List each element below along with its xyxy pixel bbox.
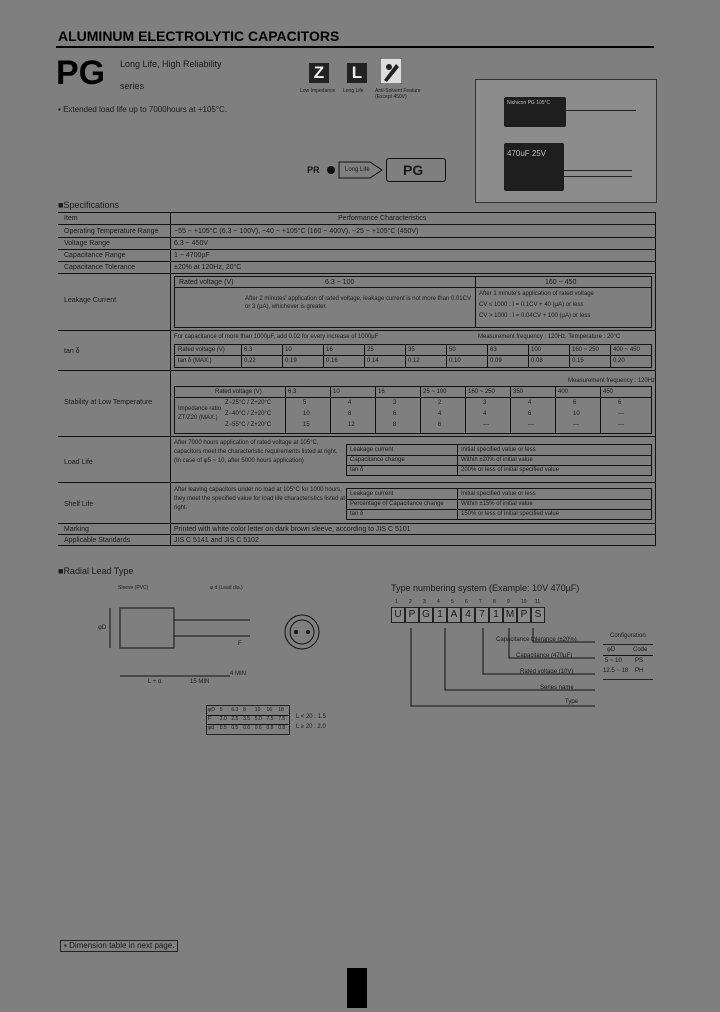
stability-value: 4: [348, 400, 352, 406]
tan-meas-note: Measurement frequency : 120Hz, Temperature : 20°C: [478, 334, 621, 340]
radial-cell: 6.3: [231, 707, 239, 713]
radial-cell: 10: [254, 707, 261, 713]
radial-cell: 0.5: [231, 725, 239, 731]
config-table: [603, 644, 653, 680]
stability-row-label: Z−25°C / Z+20°C: [225, 400, 272, 406]
spec-header-rule: [58, 224, 656, 225]
shelf_life-label: tan δ: [350, 511, 364, 517]
feature-bullet-text: Extended load life up to 7000hours at +105°C.: [63, 105, 228, 114]
badge-caption-low-impedance: Low Impedance: [300, 88, 336, 94]
tan-voltage: 35: [408, 347, 415, 353]
stability-value: 4: [528, 400, 532, 406]
tan-voltage-label: Rated voltage (V): [178, 347, 225, 353]
tn-char: A: [447, 607, 461, 623]
load_life-value: 200% or less of initial specified value: [461, 467, 560, 473]
spec-row-rule: [58, 523, 656, 524]
dim-4min: 4 MIN: [230, 671, 247, 677]
config-row-2-code: PH: [635, 668, 644, 674]
shelf_life-value: Initial specified value or less: [461, 491, 536, 497]
spec-row-rule: [58, 273, 656, 274]
heading-square-icon: ■: [58, 200, 64, 210]
anti-solvent-badge-icon: [380, 58, 402, 84]
radial-dimension-table: [206, 705, 290, 735]
shelf-life-subtable: [346, 488, 652, 520]
stability-subtable: [174, 386, 652, 434]
tn-char: U: [391, 607, 405, 623]
page-title: ALUMINUM ELECTROLYTIC CAPACITORS: [58, 28, 340, 44]
large-cap-lead-1: [564, 170, 632, 171]
tan-value: 0.16: [326, 358, 338, 364]
specifications-table: [58, 212, 656, 546]
tan-subtable: [174, 344, 652, 368]
tan-value: 0.14: [367, 358, 379, 364]
dim-phid: φD: [98, 625, 107, 631]
note-bullet-icon: ▪: [64, 941, 70, 950]
config-row-1-d: 5 ~ 10: [605, 658, 622, 664]
sleeve-label: Sleeve (PVC): [118, 585, 149, 591]
spec-row-rule: [58, 249, 656, 250]
radial-cell: 7.5: [278, 716, 286, 722]
spec-item-leakage: Leakage Current: [64, 297, 117, 304]
series-word: series: [120, 81, 145, 91]
spec-row-rule: [58, 261, 656, 262]
dimension-note-text: Dimension table in next page.: [69, 941, 175, 950]
stability-voltage: 450: [603, 389, 614, 395]
derivation-label: Long Life: [345, 167, 370, 173]
derivation-target-box: [386, 158, 446, 182]
radial-cell: 18: [278, 707, 284, 713]
spec-row-rule: [58, 330, 656, 331]
config-head-rule: [603, 655, 653, 656]
tn-position: 1: [395, 599, 398, 605]
spec-row-rule: [58, 436, 656, 437]
tn-position: 3: [423, 599, 426, 605]
tan-value: 0.12: [408, 358, 420, 364]
stability-row-label: Z−40°C / Z+20°C: [225, 411, 272, 417]
cell-divider: [446, 345, 447, 367]
lower-marking: 470uF 25V: [507, 149, 547, 158]
leakage-high-text-3: CV > 1000 : I = 0.04CV + 100 (µA) or less: [479, 313, 591, 319]
spec-value-cap-range: 1 ~ 4700µF: [174, 252, 210, 259]
radial-cell: F: [208, 716, 212, 722]
stability-value: 10: [303, 411, 310, 417]
cell-divider: [610, 345, 611, 367]
cell-divider: [420, 387, 421, 433]
stability-voltage: 16: [378, 389, 385, 395]
cell-divider: [457, 489, 458, 519]
leakage-voltage-label: Rated voltage (V): [179, 279, 234, 286]
cell-divider: [528, 345, 529, 367]
badge-caption-long-life: Long Life: [343, 88, 364, 94]
load-life-text: After 7000 hours application of rated voltage at 105°C, capacitors meet the characteristic requirements listed at right. (In case of φ5 ~ 10, after 5000 hours application): [174, 440, 338, 464]
tn-char: G: [419, 607, 433, 623]
type-number-positions: [391, 598, 551, 628]
radial-cell: 0.8: [266, 725, 274, 731]
spec-item-standards: Applicable Standards: [64, 537, 131, 544]
radial-drawing: [90, 580, 310, 700]
derivation-target: PG: [403, 162, 424, 178]
spec-header-perf: Performance Characteristics: [338, 215, 427, 222]
tn-position: 2: [409, 599, 412, 605]
load_life-label: Leakage current: [350, 447, 394, 453]
stability-value: 10: [573, 411, 580, 417]
shelf_life-value: 150% or less of initial specified value: [461, 511, 560, 517]
leakage-mid-divider: [475, 277, 476, 327]
spec-value-standards: JIS C 5141 and JIS C 5102: [174, 537, 259, 544]
bullet-icon: ▪: [58, 105, 64, 114]
alpha-row-2: L ≥ 20 : 2.0: [296, 724, 326, 730]
spec-item-load-life: Load Life: [64, 459, 93, 466]
dim-f: F: [238, 641, 242, 647]
lead-end-view-icon: [282, 612, 322, 652]
tn-position: 10: [521, 599, 527, 605]
shelf_life-label: Leakage current: [350, 491, 394, 497]
tn-char: 1: [489, 607, 503, 623]
leakage-header-rule: [175, 287, 651, 288]
tan-voltage: 100: [531, 347, 542, 353]
stability-value: —: [483, 422, 489, 428]
tn-label-voltage: Rated voltage (10V): [520, 669, 574, 675]
tn-char: M: [503, 607, 517, 623]
stability-side-label-2: ZT/Z20 (MAX.): [178, 415, 218, 421]
spec-item-shelf-life: Shelf Life: [64, 501, 94, 508]
tn-label-tolerance: Capacitance tolerance (±20%): [496, 637, 577, 643]
radial-cell: 16: [266, 707, 273, 713]
tn-position: 9: [507, 599, 510, 605]
config-row-1-code: PS: [635, 658, 644, 664]
dim-15min: 15 MIN: [190, 679, 210, 685]
stability-value: —: [573, 422, 579, 428]
stability-side-label-1: Impedance ratio: [178, 406, 222, 412]
config-row-2-d: 12.5 ~ 18: [603, 668, 629, 674]
stability-meas-note: Measurement frequency : 120Hz: [568, 378, 656, 384]
tn-position: 4: [437, 599, 440, 605]
dimension-note: [60, 940, 178, 952]
radial-cell: 0.6: [243, 725, 251, 731]
spec-item-marking: Marking: [64, 526, 89, 533]
radial-cell: 0.8: [278, 725, 286, 731]
config-col-phid: φD: [607, 647, 616, 653]
lead-dia-label: φ d (Lead dia.): [210, 585, 243, 591]
stability-voltage-label: Rated voltage (V): [215, 389, 262, 395]
spec-value-voltage: 6.3 ~ 450V: [174, 240, 209, 247]
spec-row-rule: [58, 370, 656, 371]
stability-value: 4: [483, 411, 487, 417]
page-marker: [347, 968, 367, 1008]
cell-divider: [282, 345, 283, 367]
spec-item-stability: Stability at Low Temperature: [64, 399, 153, 406]
dim-l-alpha: L + α: [148, 679, 162, 685]
tan-value: 0.09: [490, 358, 502, 364]
stability-value: 2: [438, 400, 442, 406]
spec-right-border: [655, 212, 656, 546]
leakage-range-low: 6.3 ~ 100: [325, 279, 355, 286]
stability-value: —: [618, 422, 624, 428]
stability-value: 12: [348, 422, 355, 428]
spec-value-temp: −55 ~ +105°C (6.3 ~ 100V), −40 ~ +105°C (160 ~ 400V), −25 ~ +105°C (450V): [174, 228, 419, 235]
stability-value: 6: [438, 422, 442, 428]
spec-value-marking: Printed with white color letter on dark brown sleeve, according to JIS C 5101: [174, 526, 411, 533]
tn-char: P: [517, 607, 531, 623]
tn-position: 7: [479, 599, 482, 605]
spec-item-tolerance: Capacitance Tolerance: [64, 264, 136, 271]
radial-heading: [58, 566, 133, 577]
radial-cell: 0.5: [219, 725, 227, 731]
heading-square-icon: ■: [58, 566, 64, 576]
config-col-code: Code: [633, 647, 648, 653]
cell-divider: [375, 387, 376, 433]
stability-value: 6: [393, 411, 397, 417]
cell-divider: [510, 387, 511, 433]
tan-label: tan δ (MAX.): [178, 358, 212, 364]
product-photo-frame: [475, 79, 657, 203]
radial-cell: 5: [219, 707, 223, 713]
tan-value: 0.15: [572, 358, 584, 364]
derivation-dot-icon: [327, 166, 335, 174]
spec-row-rule: [58, 482, 656, 483]
radial-heading-text: Radial Lead Type: [63, 566, 134, 576]
long-life-badge-icon: L: [347, 63, 367, 83]
spec-value-tolerance: ±20% at 120Hz, 20°C: [174, 264, 242, 271]
radial-cell: 3.5: [243, 716, 251, 722]
stability-value: 6: [528, 411, 532, 417]
tn-char: 1: [433, 607, 447, 623]
spec-bottom-rule: [58, 545, 656, 546]
leakage-subtable: [174, 276, 652, 328]
tan-label-divider: [241, 345, 242, 367]
tan-value: 0.20: [613, 358, 625, 364]
stability-voltage: 400: [558, 389, 569, 395]
tn-char: 7: [475, 607, 489, 623]
cell-divider: [323, 345, 324, 367]
spec-item-voltage: Voltage Range: [64, 240, 110, 247]
stability-voltage: 10: [333, 389, 340, 395]
stability-head-rule: [175, 397, 651, 398]
cell-divider: [465, 387, 466, 433]
radial-cell: φd: [208, 725, 215, 731]
specifications-heading-text: Specifications: [63, 200, 119, 210]
stability-value: 8: [393, 422, 397, 428]
spec-row-rule: [58, 534, 656, 535]
tan-value: 0.10: [449, 358, 461, 364]
stability-value: 8: [348, 411, 352, 417]
upper-marking: Nichicon PG 105°C: [507, 100, 551, 106]
tan-voltage: 400 ~ 450: [613, 347, 640, 353]
stability-value: 4: [438, 411, 442, 417]
large-cap-lead-2: [564, 176, 632, 177]
load_life-value: Initial specified value or less: [461, 447, 536, 453]
series-code: PG: [56, 54, 106, 92]
tan-value: 0.19: [285, 358, 297, 364]
stability-voltage: 25 ~ 100: [423, 389, 447, 395]
load_life-label: tan δ: [350, 467, 364, 473]
low-impedance-badge-icon: Z: [309, 63, 329, 83]
spec-item-divider: [170, 212, 171, 546]
radial-cell: 2.0: [219, 716, 227, 722]
tan-value: 0.08: [531, 358, 543, 364]
stability-label-divider: [285, 387, 286, 433]
type-numbering-heading: Type numbering system (Example: 10V 470µF): [391, 583, 580, 593]
stability-value: —: [528, 422, 534, 428]
tn-position: 6: [465, 599, 468, 605]
tan-voltage: 160 ~ 250: [572, 347, 599, 353]
cell-divider: [487, 345, 488, 367]
tn-char: P: [405, 607, 419, 623]
stability-value: 3: [393, 400, 397, 406]
leakage-high-text-1: After 1 minute's application of rated voltage: [479, 291, 594, 297]
stability-value: 6: [573, 400, 577, 406]
badge-caption-anti-solvent: Anti-Solvent Feature (Except 450V): [375, 88, 421, 100]
shelf_life-label: Percentage of Capacitance change: [350, 501, 444, 507]
shelf-life-text: After leaving capacitors under no load at 105°C for 1000 hours, they meet the specified value for load life characteristics listed at right.: [174, 487, 346, 511]
tan-voltage: 6.3: [244, 347, 253, 353]
cell-divider: [330, 387, 331, 433]
tn-label-type: Type: [565, 699, 579, 705]
cell-divider: [405, 345, 406, 367]
feature-bullet: [58, 105, 227, 115]
spec-item-tan: tan δ: [64, 348, 80, 355]
leakage-high-text-2: CV ≤ 1000 : I = 0.1CV + 40 (µA) or less: [479, 302, 584, 308]
stability-voltage: 350: [513, 389, 524, 395]
tan-mid-rule: [175, 355, 651, 356]
tan-note: For capacitance of more than 1000µF, add 0.02 for every increase of 1000µF: [174, 334, 379, 340]
radial-cell: 8: [243, 707, 246, 713]
tagline: Long Life, High Reliability: [120, 59, 222, 69]
cell-divider: [364, 345, 365, 367]
stability-value: 15: [303, 422, 310, 428]
title-rule: [56, 46, 654, 48]
spec-row-rule: [58, 237, 656, 238]
leakage-low-text: After 2 minutes' application of rated voltage, leakage current is not more than 0.01CV or 3 (µA), whichever is greater.: [245, 296, 471, 310]
small-cap-lead: [566, 110, 636, 111]
specifications-heading: [58, 200, 119, 211]
stability-voltage: 6.3: [288, 389, 297, 395]
tan-voltage: 50: [449, 347, 456, 353]
radial-cell: 5.0: [254, 716, 262, 722]
tn-label-capacitance: Capacitance (470µF): [516, 653, 573, 659]
tan-voltage: 25: [367, 347, 374, 353]
cell-divider: [555, 387, 556, 433]
radial-cell: φD: [208, 707, 215, 713]
config-header: Configuration: [610, 633, 646, 639]
load-life-subtable: [346, 444, 652, 476]
radial-cell: 2.5: [231, 716, 239, 722]
spec-item-temp: Operating Temperature Range: [64, 228, 159, 235]
tn-position: 11: [535, 599, 541, 605]
load_life-label: Capacitance change: [350, 457, 405, 463]
capacitor-small-image: [504, 97, 566, 127]
stability-value: 3: [483, 400, 487, 406]
stability-voltage: 160 ~ 250: [468, 389, 495, 395]
tn-position: 8: [493, 599, 496, 605]
tn-char: S: [531, 607, 545, 623]
alpha-row-1: L < 20 : 1.5: [296, 714, 326, 720]
tan-value: 0.22: [244, 358, 256, 364]
leakage-range-high: 160 ~ 450: [545, 279, 577, 286]
tan-voltage: 10: [285, 347, 292, 353]
stability-value: 6: [618, 400, 622, 406]
cell-divider: [600, 387, 601, 433]
tn-position: 5: [451, 599, 454, 605]
tn-char: 4: [461, 607, 475, 623]
radial-cell: 7.5: [266, 716, 274, 722]
cell-divider: [457, 445, 458, 475]
capacitor-large-image: [504, 143, 564, 191]
radial-cell: 0.6: [254, 725, 262, 731]
load_life-value: Within ±20% of initial value: [461, 457, 533, 463]
spec-item-cap-range: Capacitance Range: [64, 252, 126, 259]
tn-label-series: Series name: [540, 685, 574, 691]
tan-voltage: 16: [326, 347, 333, 353]
shelf_life-value: Within ±15% of initial value: [461, 501, 533, 507]
tan-voltage: 63: [490, 347, 497, 353]
stability-value: 5: [303, 400, 307, 406]
spec-top-rule: [58, 212, 656, 213]
stability-row-label: Z−55°C / Z+20°C: [225, 422, 272, 428]
derivation-prefix: PR: [307, 165, 320, 175]
spec-header-item: Item: [64, 215, 78, 222]
cell-divider: [569, 345, 570, 367]
stability-value: —: [618, 411, 624, 417]
